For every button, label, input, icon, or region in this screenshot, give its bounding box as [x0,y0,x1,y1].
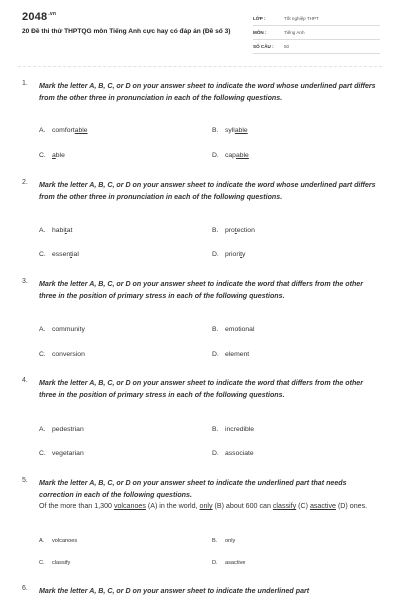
option-text: habi [52,227,65,234]
meta-value: Tốt nghiệp THPT [284,16,319,21]
option-letter: A. [39,326,46,333]
passage-text: (D) ones. [335,502,368,510]
option-text: conversion [52,351,85,358]
option-underlined: able [234,127,248,134]
exam-title: 20 Đề thi thử THPTQG môn Tiếng Anh cực hay có đáp án (Đề số 3) [22,28,231,35]
question-prompt: Mark the letter A, B, C, or D on your answer sheet to indicate the word that differs from the other three in the position of primary stress in each of the following questions. [39,280,363,300]
question-passage [39,501,384,513]
option-letter: A. [39,426,46,433]
option-c[interactable] [39,560,70,566]
option-text: ial [72,251,79,258]
option-letter: C. [39,560,45,566]
option-c[interactable] [39,351,85,358]
option-letter: A. [39,538,45,544]
option-d[interactable] [212,152,249,159]
question-number: 6. [22,585,28,592]
option-underlined: t [240,251,242,258]
option-underlined: able [74,127,88,134]
option-b[interactable] [212,426,254,433]
option-letter: C. [39,450,46,457]
option-text: priori [225,251,241,258]
question-number: 5. [22,477,28,484]
question-prompt: Mark the letter A, B, C, or D on your answer sheet to indicate the underlined part [39,587,310,595]
question-prompt: Mark the letter A, B, C, or D on your answer sheet to indicate the underlined part that needs correction in each of the following questions. [39,479,347,499]
option-text: community [52,326,85,333]
option-text: asactive [225,560,246,566]
meta-row-subject [253,27,380,40]
option-text: pedestrian [52,426,84,433]
option-text: element [225,351,250,358]
question-prompt: Mark the letter A, B, C, or D on your answer sheet to indicate the word whose underlined part differs from the other three in pronunciation in each of the following questions. [39,82,376,102]
passage-text: (B) about 600 can [212,502,273,510]
option-c[interactable] [39,152,65,159]
passage-underlined: volcanoes [113,502,146,510]
question-number: 4. [22,377,28,384]
option-b[interactable] [212,326,254,333]
option-text: volcanoes [52,538,78,544]
option-d[interactable] [212,450,254,457]
question-prompt: Mark the letter A, B, C, or D on your answer sheet to indicate the word whose underlined part differs from the other three in pronunciation in each of the following questions. [39,181,376,201]
option-d[interactable] [212,560,246,566]
option-letter: A. [39,227,46,234]
option-text: ble [55,152,65,159]
option-text: associate [225,450,254,457]
option-text: y [242,251,246,258]
passage-underlined: asactive [309,502,336,510]
passage-text: (A) in the world, [145,502,200,510]
option-letter: A. [39,127,46,134]
option-text: syll [225,127,235,134]
option-b[interactable] [212,227,255,234]
header-divider [18,66,382,67]
option-letter: D. [212,560,218,566]
option-text: classify [52,560,71,566]
option-b[interactable] [212,127,248,134]
option-text: cap [225,152,236,159]
question-number: 2. [22,179,28,186]
option-a[interactable] [39,127,88,134]
meta-value: Tiếng Anh [284,30,305,35]
logo-text: 2048 [22,11,48,23]
option-letter: C. [39,351,46,358]
option-a[interactable] [39,426,84,433]
option-a[interactable] [39,227,72,234]
option-underlined: t [234,227,237,234]
meta-key: MÔN : [253,30,267,35]
option-text: at [66,227,73,234]
logo-suffix: .vn [48,11,57,18]
option-letter: C. [39,152,46,159]
option-underlined: able [235,152,249,159]
option-letter: C. [39,251,46,258]
option-underlined: a [52,152,56,159]
question-6 [22,585,382,599]
option-text: emotional [225,326,255,333]
meta-key: SỐ CÂU : [253,44,274,49]
option-letter: D. [212,251,219,258]
option-c[interactable] [39,450,84,457]
option-text: only [225,538,236,544]
option-letter: D. [212,152,219,159]
passage-underlined: classify [272,502,297,510]
meta-value: 50 [284,44,290,49]
option-text: vegetarian [52,450,84,457]
meta-key: LỚP : [253,16,266,21]
option-b[interactable] [212,538,235,544]
passage-text: (C) [296,502,310,510]
option-text: pro [225,227,235,234]
option-underlined: t [64,227,67,234]
option-a[interactable] [39,538,77,544]
option-text: essen [52,251,71,258]
question-number: 1. [22,80,28,87]
question-prompt: Mark the letter A, B, C, or D on your answer sheet to indicate the word that differs from the other three in the position of primary stress in each of the following questions. [39,379,363,399]
option-letter: B. [212,227,219,234]
meta-row-question-count [253,41,380,54]
option-letter: B. [212,127,219,134]
option-letter: B. [212,326,219,333]
passage-text: Of the more than 1,300 [39,502,114,510]
option-d[interactable] [212,351,249,358]
option-text: incredible [225,426,255,433]
option-d[interactable] [212,251,245,258]
meta-row-grade [253,13,380,26]
passage-underlined: only [199,502,213,510]
option-text: comfort [52,127,75,134]
option-underlined: t [70,251,73,258]
site-logo[interactable] [22,11,56,23]
option-text: ection [236,227,255,234]
option-a[interactable] [39,326,85,333]
option-letter: D. [212,351,219,358]
option-letter: B. [212,538,218,544]
option-c[interactable] [39,251,79,258]
option-letter: B. [212,426,219,433]
page-header [0,0,400,62]
option-letter: D. [212,450,219,457]
question-number: 3. [22,278,28,285]
